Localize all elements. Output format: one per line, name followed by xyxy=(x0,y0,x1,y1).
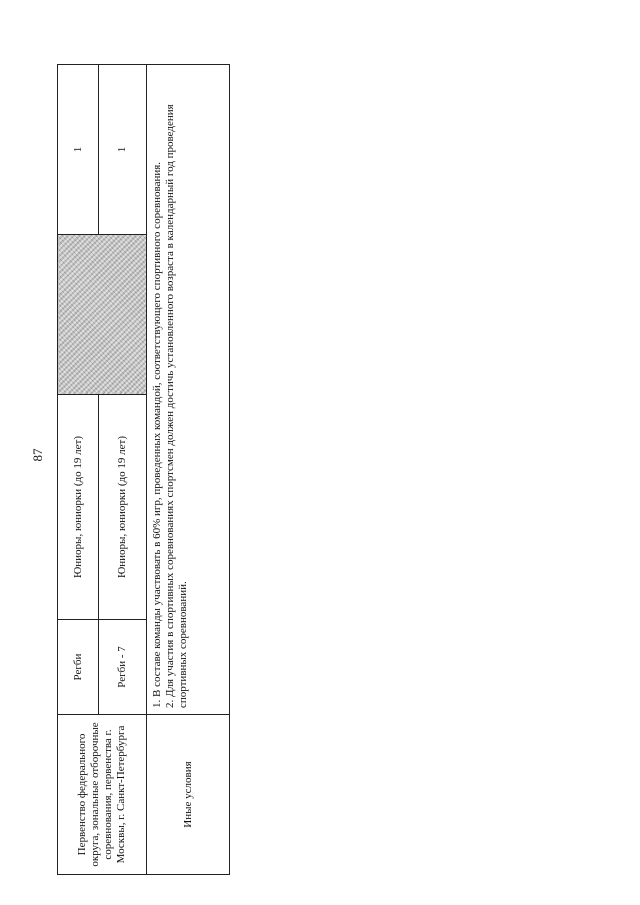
note-item: 2. Для участия в спортивных соревнованиях спортсмен должен достичь установленного возраста в календарный год проведения спортивных соревнований. xyxy=(164,104,189,708)
count-cell: 1 xyxy=(58,65,99,235)
rotated-table-container xyxy=(57,65,230,875)
sport-cell: Регби xyxy=(58,620,99,715)
page-number: 87 xyxy=(30,448,45,462)
table-row xyxy=(147,65,230,875)
shaded-cell xyxy=(58,235,147,395)
age-group-cell: Юниоры, юниорки (до 19 лет) xyxy=(58,395,99,620)
notes-cell xyxy=(147,65,230,715)
note-item: 1. В составе команды участвовать в 60% игр, проведенных командой, соответствующего спортивного соревнования. xyxy=(151,161,163,708)
table-row xyxy=(58,65,99,875)
count-cell: 1 xyxy=(99,65,147,235)
requirements-table xyxy=(57,64,230,875)
other-conditions-label: Иные условия xyxy=(147,715,230,875)
sport-cell: Регби - 7 xyxy=(99,620,147,715)
competition-name-cell: Первенство федерального округа, зональные отборочные соревнования, первенства г. Москвы, г. Санкт-Петербурга xyxy=(58,715,147,875)
age-group-cell: Юниоры, юниорки (до 19 лет) xyxy=(99,395,147,620)
